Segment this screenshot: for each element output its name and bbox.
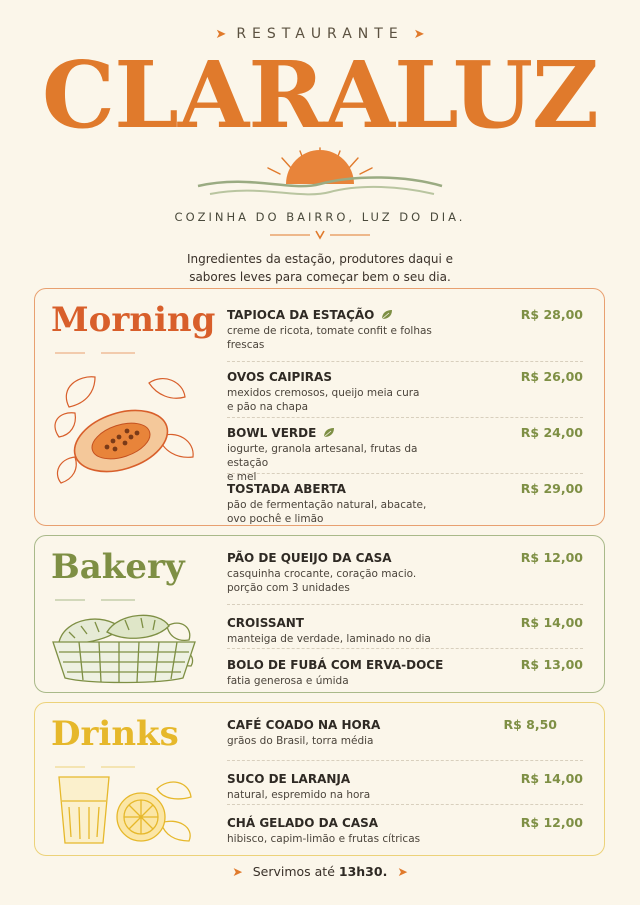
title-underline <box>55 598 135 602</box>
item-price: R$ 12,00 <box>520 815 583 830</box>
arrow-left-icon: ➤ <box>413 27 425 42</box>
item-desc: e mel <box>227 471 257 483</box>
item-name: BOLO DE FUBÁ COM ERVA-DOCE <box>227 658 444 672</box>
menu-list-bakery <box>227 550 583 689</box>
item-desc: porção com 3 unidades <box>227 582 350 594</box>
item-desc: iogurte, granola artesanal, frutas da estação <box>227 443 418 469</box>
intro-text <box>150 250 490 286</box>
item-desc: fatia generosa e úmida <box>227 675 349 687</box>
item-price: R$ 29,00 <box>520 481 583 496</box>
item-price: R$ 26,00 <box>520 369 583 384</box>
menu-item <box>227 418 583 483</box>
footer <box>0 864 640 879</box>
item-name: OVOS CAIPIRAS <box>227 370 332 384</box>
item-desc: mexidos cremosos, queijo meia cura <box>227 387 420 399</box>
item-price: R$ 24,00 <box>520 425 583 440</box>
papaya-icon <box>49 367 199 491</box>
ornament-divider <box>270 228 370 242</box>
item-name: BOWL VERDE <box>227 426 317 440</box>
section-title-bakery: Bakery <box>51 547 185 587</box>
bread-basket-icon <box>49 606 199 686</box>
menu-item <box>227 550 583 605</box>
menu-list-morning <box>227 307 583 526</box>
item-desc: creme de ricota, tomate confit e folhas <box>227 325 432 337</box>
item-price: R$ 8,50 <box>503 717 557 732</box>
tagline: COZINHA DO BAIRRO, LUZ DO DIA. <box>174 210 466 224</box>
menu-item <box>227 649 583 689</box>
item-price: R$ 13,00 <box>520 657 583 672</box>
item-price: R$ 14,00 <box>520 771 583 786</box>
item-price: R$ 12,00 <box>520 550 583 565</box>
arrow-left-icon: ➤ <box>397 864 408 879</box>
item-desc: grãos do Brasil, torra média <box>227 735 374 747</box>
sunrise-icon <box>190 140 450 204</box>
item-desc: hibisco, capim-limão e frutas cítricas <box>227 833 421 845</box>
item-name: CROISSANT <box>227 616 304 630</box>
menu-item <box>227 605 583 649</box>
menu-item <box>227 474 583 526</box>
item-desc: casquinha crocante, coração macio. <box>227 568 417 580</box>
item-name: CAFÉ COADO NA HORA <box>227 718 381 732</box>
menu-item <box>227 805 583 847</box>
title-underline <box>55 351 135 355</box>
footer-text: Servimos até <box>252 864 335 879</box>
arrow-right-icon: ➤ <box>215 27 227 42</box>
intro-line-2: sabores leves para começar bem o seu dia. <box>189 270 451 284</box>
section-title-morning: Morning <box>51 300 216 340</box>
item-desc: e pão na chapa <box>227 401 309 413</box>
leaf-icon <box>380 309 394 321</box>
footer-time: 13h30. <box>338 864 388 879</box>
item-name: SUCO DE LARANJA <box>227 772 351 786</box>
item-name: CHÁ GELADO DA CASA <box>227 816 379 830</box>
menu-item <box>227 362 583 418</box>
section-bakery <box>34 535 605 693</box>
title-underline <box>55 765 135 769</box>
item-name: TOSTADA ABERTA <box>227 482 346 496</box>
item-desc: pão de fermentação natural, abacate, <box>227 499 427 511</box>
glass-and-orange-icon <box>49 771 199 851</box>
item-name: PÃO DE QUEIJO DA CASA <box>227 551 392 565</box>
leaf-icon <box>322 427 336 439</box>
item-desc: manteiga de verdade, laminado no dia <box>227 633 431 645</box>
item-price: R$ 14,00 <box>520 615 583 630</box>
menu-list-drinks <box>227 717 583 847</box>
menu-item <box>227 307 583 362</box>
section-title-drinks: Drinks <box>51 714 179 754</box>
intro-line-1: Ingredientes da estação, produtores daqui e <box>186 252 454 266</box>
menu-item <box>227 717 583 761</box>
section-morning <box>34 288 605 526</box>
item-name: TAPIOCA DA ESTAÇÃO <box>227 308 375 322</box>
item-desc: frescas <box>227 339 265 351</box>
item-desc: natural, espremido na hora <box>227 789 371 801</box>
menu-item <box>227 761 583 805</box>
arrow-right-icon: ➤ <box>232 864 243 879</box>
item-desc: ovo pochê e limão <box>227 513 324 525</box>
item-price: R$ 28,00 <box>520 307 583 322</box>
section-drinks <box>34 702 605 856</box>
kicker-text: RESTAURANTE <box>236 26 404 42</box>
brand-title: CLARALUZ <box>41 41 599 149</box>
